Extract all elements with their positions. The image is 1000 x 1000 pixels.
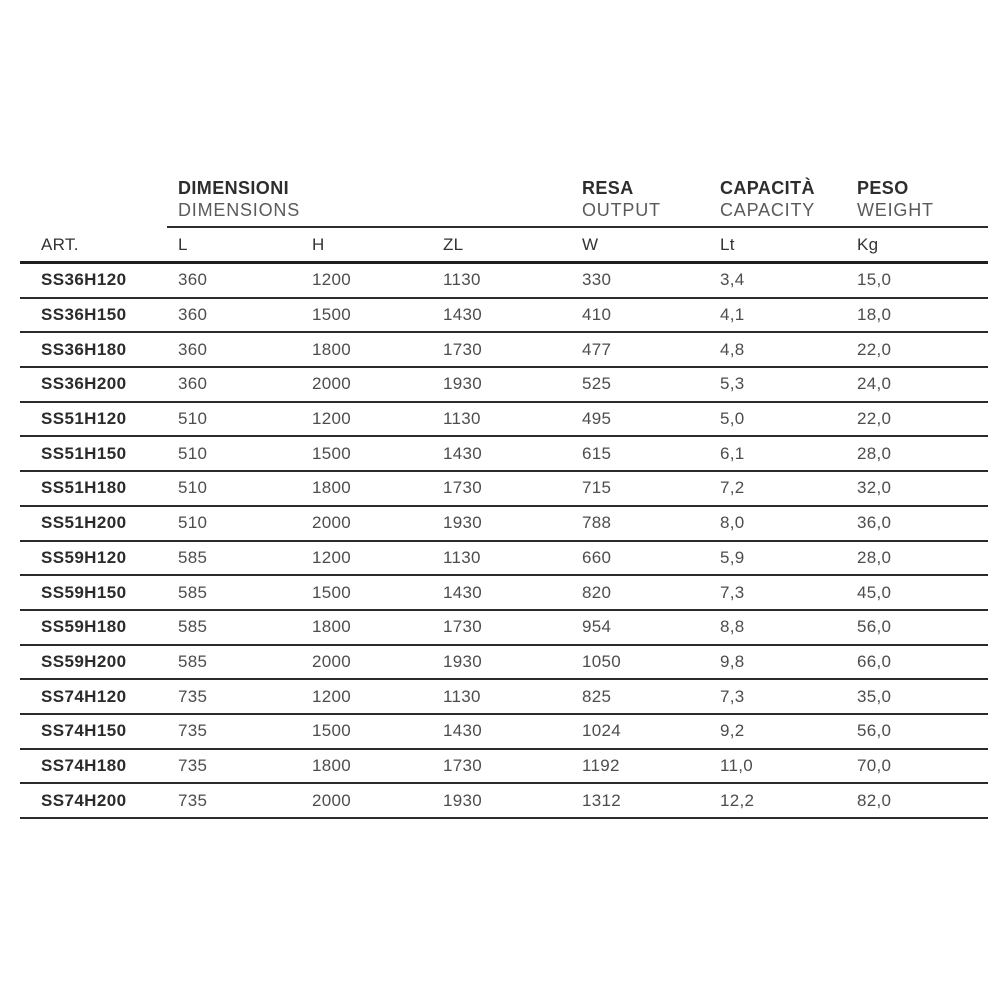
value-zl: 1130 bbox=[443, 409, 481, 429]
column-header-h: H bbox=[312, 234, 325, 254]
value-zl: 1930 bbox=[443, 651, 483, 671]
value-zl: 1730 bbox=[443, 478, 483, 498]
value-lt: 8,8 bbox=[720, 617, 745, 637]
value-h: 1800 bbox=[312, 478, 352, 498]
value-lt: 9,8 bbox=[720, 651, 745, 671]
value-lt: 3,4 bbox=[720, 270, 745, 290]
group-output bbox=[582, 177, 720, 221]
table-row bbox=[20, 576, 988, 611]
column-header-zl: ZL bbox=[443, 234, 464, 254]
value-lt: 4,1 bbox=[720, 305, 745, 325]
value-w: 1024 bbox=[582, 721, 622, 741]
value-l: 585 bbox=[178, 617, 208, 637]
table-row bbox=[20, 680, 988, 715]
article-code: SS36H200 bbox=[41, 374, 127, 394]
value-l: 735 bbox=[178, 755, 208, 775]
group-capacity bbox=[720, 177, 857, 221]
value-h: 1800 bbox=[312, 755, 352, 775]
article-code: SS59H120 bbox=[41, 547, 127, 567]
value-l: 510 bbox=[178, 478, 208, 498]
value-lt: 7,2 bbox=[720, 478, 745, 498]
article-code: SS51H120 bbox=[41, 409, 127, 429]
value-zl: 1730 bbox=[443, 339, 483, 359]
value-l: 585 bbox=[178, 547, 208, 567]
article-code: SS36H180 bbox=[41, 339, 127, 359]
value-kg: 32,0 bbox=[857, 478, 892, 498]
group-subtitle-capacity: CAPACITY bbox=[720, 200, 816, 220]
value-w: 1192 bbox=[582, 755, 620, 775]
table-row bbox=[20, 437, 988, 472]
table-row bbox=[20, 715, 988, 750]
article-code: SS74H120 bbox=[41, 686, 127, 706]
value-lt: 9,2 bbox=[720, 721, 745, 741]
value-w: 615 bbox=[582, 443, 612, 463]
value-l: 735 bbox=[178, 790, 208, 810]
article-code: SS36H120 bbox=[41, 270, 127, 290]
column-header-kg: Kg bbox=[857, 234, 879, 254]
value-h: 1500 bbox=[312, 721, 352, 741]
value-h: 1800 bbox=[312, 617, 352, 637]
value-zl: 1430 bbox=[443, 443, 483, 463]
value-h: 1200 bbox=[312, 409, 352, 429]
value-zl: 1130 bbox=[443, 547, 481, 567]
value-h: 1200 bbox=[312, 686, 352, 706]
group-subtitle-output: OUTPUT bbox=[582, 200, 661, 220]
table-row bbox=[20, 368, 988, 403]
group-header-row bbox=[20, 177, 988, 221]
value-l: 360 bbox=[178, 339, 208, 359]
value-kg: 56,0 bbox=[857, 617, 892, 637]
table-row bbox=[20, 646, 988, 681]
value-lt: 8,0 bbox=[720, 513, 745, 533]
value-zl: 1930 bbox=[443, 790, 483, 810]
table-row bbox=[20, 542, 988, 577]
value-h: 1800 bbox=[312, 339, 352, 359]
value-w: 660 bbox=[582, 547, 612, 567]
group-title-peso: PESO bbox=[857, 178, 909, 198]
product-spec-table bbox=[20, 177, 988, 819]
value-w: 715 bbox=[582, 478, 612, 498]
group-dimensions bbox=[178, 177, 582, 221]
table-row bbox=[20, 750, 988, 785]
value-kg: 15,0 bbox=[857, 270, 892, 290]
value-h: 2000 bbox=[312, 790, 352, 810]
value-zl: 1930 bbox=[443, 374, 483, 394]
value-w: 477 bbox=[582, 339, 612, 359]
value-zl: 1430 bbox=[443, 305, 483, 325]
article-code: SS51H150 bbox=[41, 443, 127, 463]
group-title-resa: RESA bbox=[582, 178, 634, 198]
value-w: 495 bbox=[582, 409, 612, 429]
value-zl: 1430 bbox=[443, 721, 483, 741]
value-w: 1312 bbox=[582, 790, 622, 810]
value-kg: 22,0 bbox=[857, 339, 892, 359]
value-lt: 7,3 bbox=[720, 582, 745, 602]
table-row bbox=[20, 784, 988, 819]
value-zl: 1930 bbox=[443, 513, 483, 533]
value-zl: 1730 bbox=[443, 617, 483, 637]
table-body bbox=[20, 264, 988, 819]
column-header-l: L bbox=[178, 234, 188, 254]
table-row bbox=[20, 333, 988, 368]
value-lt: 11,0 bbox=[720, 755, 754, 775]
value-lt: 7,3 bbox=[720, 686, 745, 706]
value-zl: 1130 bbox=[443, 270, 481, 290]
table-row bbox=[20, 403, 988, 438]
value-lt: 4,8 bbox=[720, 339, 745, 359]
group-title-capacita: CAPACITÀ bbox=[720, 178, 815, 198]
value-lt: 12,2 bbox=[720, 790, 755, 810]
article-code: SS74H180 bbox=[41, 755, 127, 775]
article-code: SS51H200 bbox=[41, 513, 127, 533]
value-w: 820 bbox=[582, 582, 612, 602]
value-kg: 22,0 bbox=[857, 409, 892, 429]
value-kg: 70,0 bbox=[857, 755, 892, 775]
value-lt: 5,3 bbox=[720, 374, 745, 394]
value-w: 825 bbox=[582, 686, 612, 706]
value-l: 510 bbox=[178, 409, 208, 429]
value-kg: 66,0 bbox=[857, 651, 892, 671]
value-l: 585 bbox=[178, 651, 208, 671]
value-h: 1200 bbox=[312, 547, 352, 567]
value-l: 360 bbox=[178, 305, 208, 325]
value-lt: 6,1 bbox=[720, 443, 745, 463]
value-w: 1050 bbox=[582, 651, 622, 671]
table-row bbox=[20, 264, 988, 299]
group-subtitle-weight: WEIGHT bbox=[857, 200, 934, 220]
table-row bbox=[20, 611, 988, 646]
value-h: 2000 bbox=[312, 651, 352, 671]
value-l: 360 bbox=[178, 374, 208, 394]
value-kg: 28,0 bbox=[857, 547, 892, 567]
column-header-row bbox=[20, 228, 988, 264]
table-row bbox=[20, 507, 988, 542]
value-w: 788 bbox=[582, 513, 612, 533]
article-code: SS51H180 bbox=[41, 478, 127, 498]
value-kg: 18,0 bbox=[857, 305, 892, 325]
value-l: 585 bbox=[178, 582, 208, 602]
value-w: 410 bbox=[582, 305, 612, 325]
value-kg: 36,0 bbox=[857, 513, 892, 533]
value-kg: 82,0 bbox=[857, 790, 892, 810]
article-code: SS36H150 bbox=[41, 305, 127, 325]
value-h: 1500 bbox=[312, 582, 352, 602]
value-kg: 28,0 bbox=[857, 443, 892, 463]
value-h: 1500 bbox=[312, 305, 352, 325]
value-kg: 56,0 bbox=[857, 721, 892, 741]
value-kg: 24,0 bbox=[857, 374, 892, 394]
value-l: 360 bbox=[178, 270, 208, 290]
article-code: SS74H150 bbox=[41, 721, 127, 741]
value-kg: 35,0 bbox=[857, 686, 892, 706]
value-w: 330 bbox=[582, 270, 612, 290]
group-weight bbox=[857, 177, 988, 221]
article-code: SS59H150 bbox=[41, 582, 127, 602]
value-zl: 1130 bbox=[443, 686, 481, 706]
article-code: SS59H200 bbox=[41, 651, 127, 671]
value-h: 1200 bbox=[312, 270, 352, 290]
value-kg: 45,0 bbox=[857, 582, 892, 602]
value-h: 1500 bbox=[312, 443, 352, 463]
value-h: 2000 bbox=[312, 374, 352, 394]
group-subtitle-dimensions: DIMENSIONS bbox=[178, 200, 301, 220]
value-lt: 5,9 bbox=[720, 547, 745, 567]
table-row bbox=[20, 299, 988, 334]
value-zl: 1730 bbox=[443, 755, 483, 775]
table-row bbox=[20, 472, 988, 507]
article-code: SS74H200 bbox=[41, 790, 127, 810]
value-l: 735 bbox=[178, 686, 208, 706]
group-title-dimensioni: DIMENSIONI bbox=[178, 178, 290, 198]
article-code: SS59H180 bbox=[41, 617, 127, 637]
value-l: 510 bbox=[178, 513, 208, 533]
value-lt: 5,0 bbox=[720, 409, 745, 429]
column-header-w: W bbox=[582, 234, 599, 254]
column-header-art: ART. bbox=[41, 234, 79, 254]
column-header-lt: Lt bbox=[720, 234, 735, 254]
value-l: 735 bbox=[178, 721, 208, 741]
value-zl: 1430 bbox=[443, 582, 483, 602]
value-w: 525 bbox=[582, 374, 612, 394]
value-w: 954 bbox=[582, 617, 612, 637]
value-h: 2000 bbox=[312, 513, 352, 533]
value-l: 510 bbox=[178, 443, 208, 463]
